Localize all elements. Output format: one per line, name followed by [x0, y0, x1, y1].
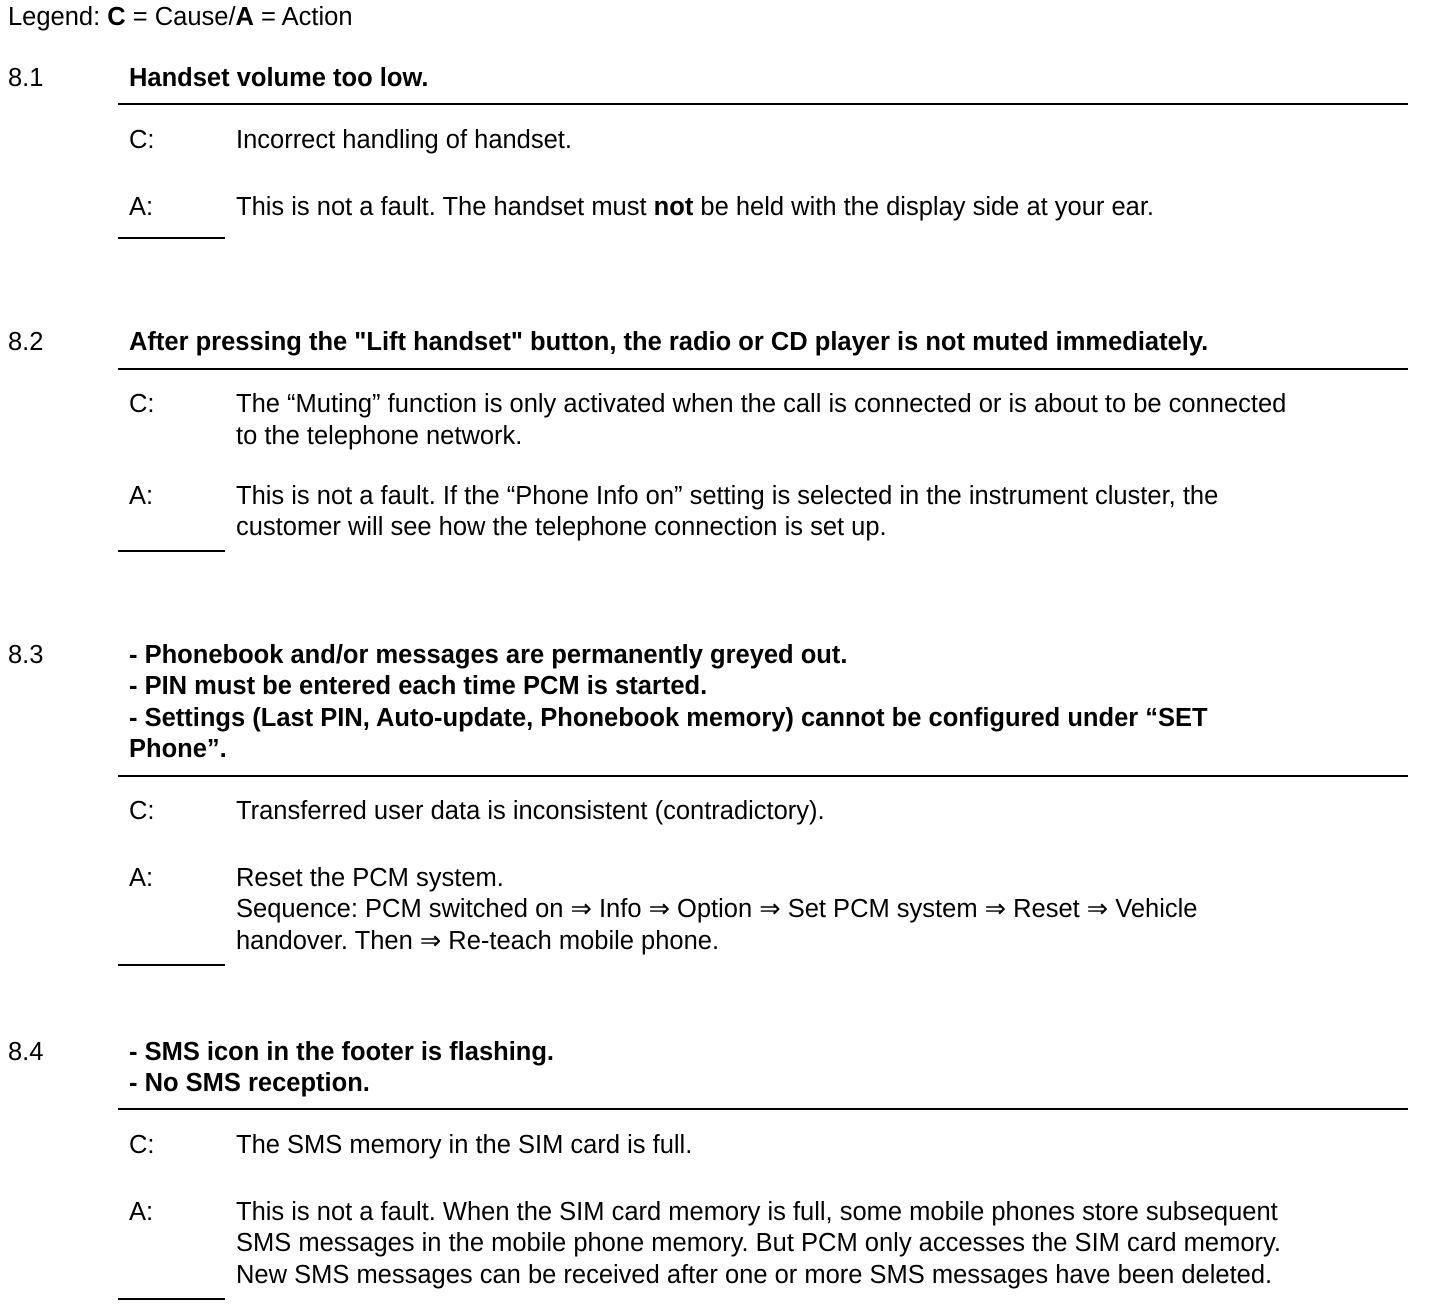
cause-label: C:	[129, 390, 155, 418]
legend-action-text: = Action	[253, 3, 353, 31]
cause-text: Transferred user data is inconsistent (contradictory).	[236, 797, 825, 825]
legend-cause-letter: C	[107, 3, 126, 31]
action-text-line-3: handover. Then ⇒ Re-teach mobile phone.	[236, 927, 720, 955]
action-label: A:	[129, 193, 154, 221]
action-text-emphasis: not	[653, 193, 694, 221]
section-number: 8.1	[8, 64, 44, 92]
cause-text-line-2: to the telephone network.	[236, 422, 523, 450]
section-title-line-1: - SMS icon in the footer is flashing.	[129, 1038, 555, 1066]
legend-cause-text: = Cause/	[125, 3, 236, 31]
action-text-line-2: SMS messages in the mobile phone memory. But PCM only accesses the SIM card memory.	[236, 1229, 1281, 1257]
cause-label: C:	[129, 126, 155, 154]
section-divider	[118, 368, 1408, 370]
action-text-line-3: New SMS messages can be received after one or more SMS messages have been deleted.	[236, 1261, 1273, 1289]
section-number: 8.4	[8, 1038, 44, 1066]
action-text-line-1: Reset the PCM system.	[236, 864, 504, 892]
legend	[8, 2, 353, 33]
section-end-rule	[118, 1298, 225, 1300]
action-text-line-2: customer will see how the telephone connection is set up.	[236, 513, 887, 541]
action-label: A:	[129, 1198, 154, 1226]
section-number: 8.3	[8, 641, 44, 669]
action-text	[236, 192, 1154, 223]
cause-text-line-1: The “Muting” function is only activated when the call is connected or is about to be connected	[236, 390, 1287, 418]
action-label: A:	[129, 482, 154, 510]
section-end-rule	[118, 964, 225, 966]
legend-prefix: Legend:	[8, 3, 108, 31]
cause-label: C:	[129, 797, 155, 825]
action-text-line-1: This is not a fault. When the SIM card memory is full, some mobile phones store subsequent	[236, 1198, 1278, 1226]
action-text-line-1: This is not a fault. If the “Phone Info on” setting is selected in the instrument cluster, the	[236, 482, 1219, 510]
section-title-line-1: - Phonebook and/or messages are permanently greyed out.	[129, 641, 848, 669]
section-divider	[118, 103, 1408, 105]
action-label: A:	[129, 864, 154, 892]
section-divider	[118, 1108, 1408, 1110]
cause-text: Incorrect handling of handset.	[236, 126, 572, 154]
section-number: 8.2	[8, 328, 44, 356]
cause-text: The SMS memory in the SIM card is full.	[236, 1131, 693, 1159]
section-title-line-2: - PIN must be entered each time PCM is started.	[129, 672, 708, 700]
section-divider	[118, 775, 1408, 777]
section-title-line-3: - Settings (Last PIN, Auto-update, Phonebook memory) cannot be configured under “SET	[129, 704, 1208, 732]
section-title-line-2: - No SMS reception.	[129, 1069, 370, 1097]
section-title: After pressing the "Lift handset" button, the radio or CD player is not muted immediately.	[129, 328, 1209, 356]
action-text-post: be held with the display side at your ear.	[693, 193, 1155, 221]
section-end-rule	[118, 550, 225, 552]
section-title-line-4: Phone”.	[129, 735, 227, 763]
section-title: Handset volume too low.	[129, 64, 429, 92]
action-text-pre: This is not a fault. The handset must	[236, 193, 654, 221]
action-text-line-2: Sequence: PCM switched on ⇒ Info ⇒ Option ⇒ Set PCM system ⇒ Reset ⇒ Vehicle	[236, 895, 1198, 923]
cause-label: C:	[129, 1131, 155, 1159]
legend-action-letter: A	[235, 3, 254, 31]
section-end-rule	[118, 237, 225, 239]
